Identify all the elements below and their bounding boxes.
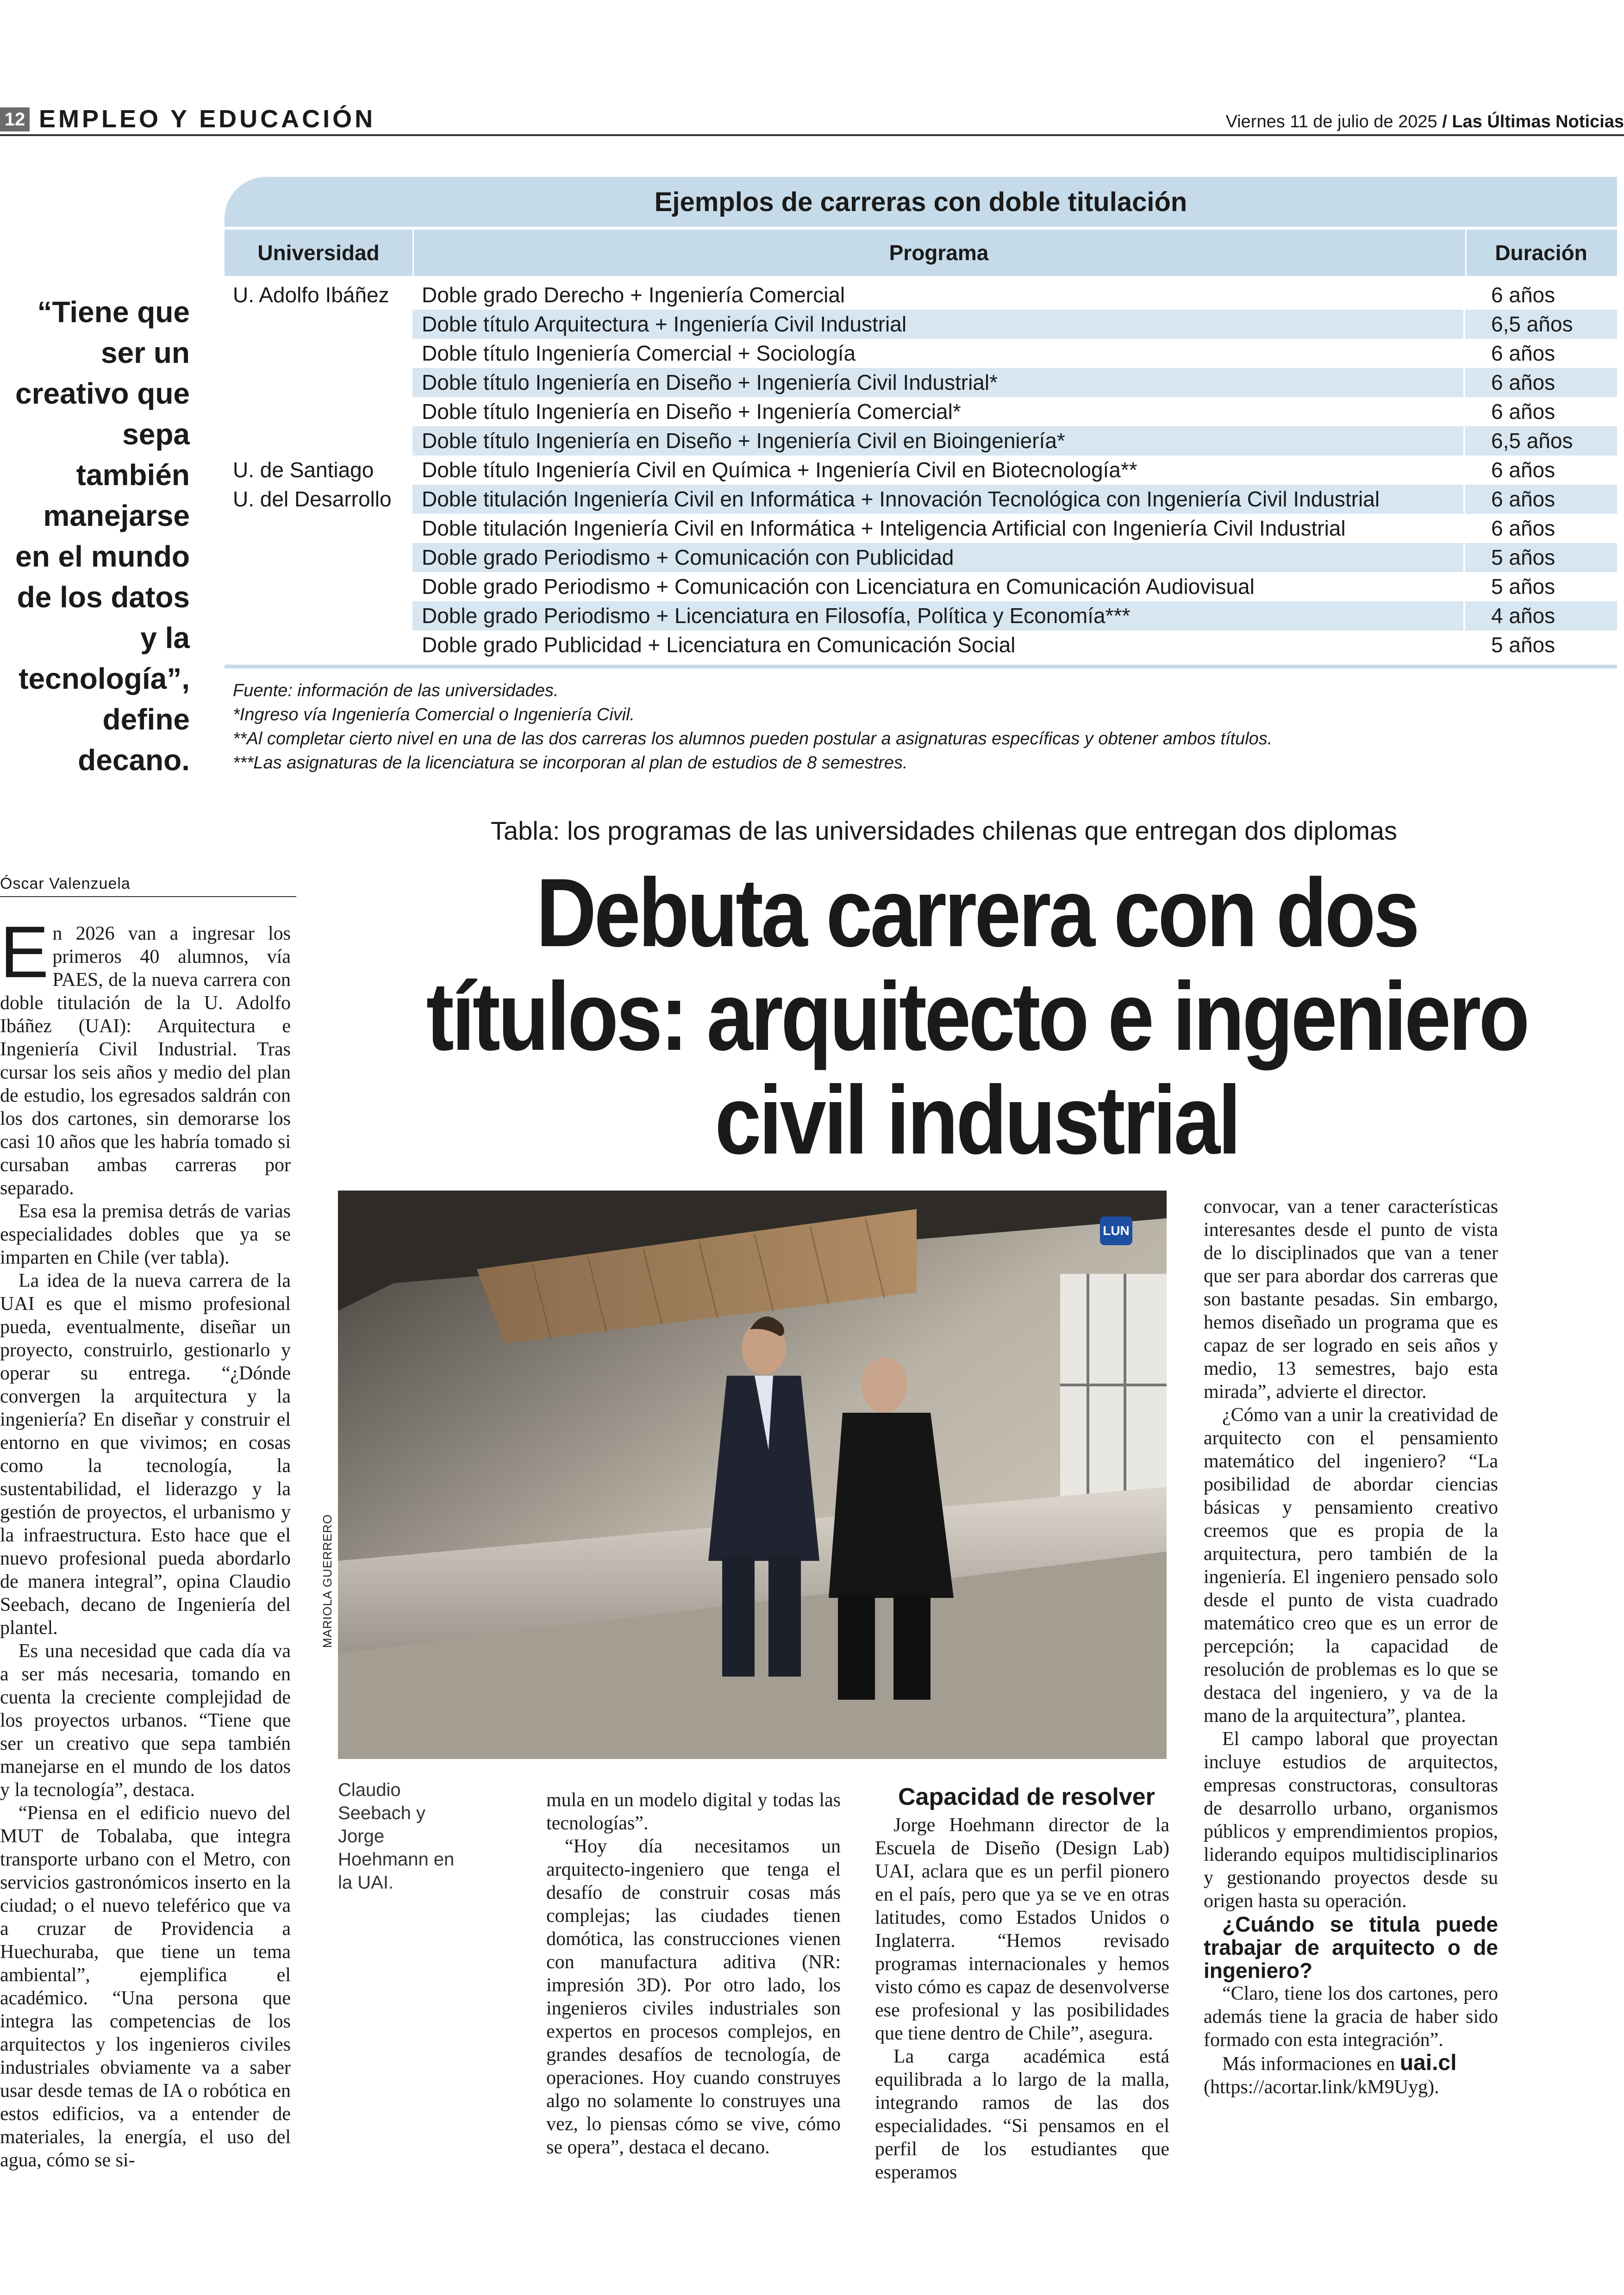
table-row (225, 601, 1617, 630)
table-row (225, 426, 1617, 455)
cell-duracion: 6,5 años (1465, 310, 1617, 339)
table-notes (233, 679, 1272, 775)
paragraph: En 2026 van a ingresar los primeros 40 alumnos, vía PAES, de la nueva carrera con doble titulación de la U. Adolfo Ibáñez (UAI): Arquitectura e Ingeniería Civil Industrial. Tras cursar los seis años y medio del plan de estudio, los egresados saldrán con los dos cartones, sin demorarse los casi 10 años que les habría tomado si cursaban ambas carreras por separado. (0, 911, 291, 1199)
cell-programa: Doble título Ingeniería en Diseño + Ingeniería Civil Industrial* (412, 368, 1463, 397)
cell-universidad: U. Adolfo Ibáñez (233, 283, 389, 307)
cell-programa: Doble grado Periodismo + Comunicación con Licenciatura en Comunicación Audiovisual (422, 574, 1255, 599)
table-row (225, 368, 1617, 397)
cell-programa: Doble título Ingeniería Comercial + Sociología (422, 341, 856, 365)
paragraph: “Claro, tiene los dos cartones, pero además tiene la gracia de haber sido formado con esta integración”. (1204, 1983, 1498, 2051)
short-link[interactable]: (https://acortar.link/kM9Uyg). (1204, 2077, 1439, 2098)
cell-programa: Doble grado Derecho + Ingeniería Comercial (422, 283, 845, 307)
cell-programa: Doble grado Publicidad + Licenciatura en Comunicación Social (422, 633, 1016, 657)
table-header-row (225, 230, 1617, 276)
table-note: **Al completar cierto nivel en una de las dos carreras los alumnos pueden postular a asignaturas específicas y obtener ambos títulos. (233, 729, 1273, 748)
cell-programa: Doble grado Periodismo + Comunicación con Publicidad (412, 543, 1463, 572)
table-title: Ejemplos de carreras con doble titulación (225, 177, 1617, 227)
table-note: Fuente: información de las universidades. (233, 681, 559, 700)
paragraph: convocar, van a tener características interesantes desde el punto de vista de lo disciplinados que van a tener que ser para abordar dos carreras que son bastante pesadas. Sin embargo, hemos diseñado un programa que es capaz de ser logrado en seis años y medio, 13 semestres, bajo esta mirada”, advierte el director. (1204, 1196, 1498, 1403)
cell-universidad: U. del Desarrollo (233, 487, 392, 511)
cell-universidad: U. de Santiago (233, 458, 374, 482)
table-row (225, 455, 1617, 485)
article-photo (338, 1191, 1167, 1759)
cell-duracion: 6 años (1465, 485, 1617, 514)
cell-duracion: 5 años (1491, 633, 1555, 657)
table-row (225, 514, 1617, 543)
cell-duracion: 6 años (1491, 399, 1555, 424)
table-row (225, 485, 1617, 514)
paragraph: La carga académica está equilibrada a lo largo de la malla, integrando ramos de las dos especialidades. “Si pensamos en el perfil de los estudiantes que esperamos (875, 2046, 1169, 2183)
cell-duracion: 6 años (1491, 283, 1555, 307)
lun-logo: LUN (1100, 1216, 1132, 1245)
paragraph: “Hoy día necesitamos un arquitecto-ingeniero que tenga el desafío de construir cosas más complejas; las ciudades tienen domótica, las construcciones vienen con manufactura aditiva (NR: impresión 3D). Por otro lado, los ingenieros civiles industriales son expertos en procesos complejos, en grandes desafíos de tecnología, de operaciones. Hoy cuando construyes algo no solamente lo construyes una vez, lo piensas cómo se vive, cómo se opera”, destaca el decano. (546, 1836, 841, 2158)
table-row (225, 397, 1617, 426)
article-column-4 (1204, 1195, 1498, 2099)
paragraph: ¿Cómo van a unir la creatividad de arquitecto con el pensamiento matemático del ingeniero? “La posibilidad de abordar ciencias básicas y pensamiento creativo creemos que es propia de la arquitectura, pero también de la ingeniería. El ingeniero pensado solo desde el punto de vista cuadrado matemático creo que es un error de percepción; la capacidad de resolución de problemas es lo que se destaca del ingeniero, y va de la mano de la arquitectura”, plantea. (1204, 1404, 1498, 1727)
table-bottom-rule (225, 665, 1617, 668)
table-row (225, 572, 1617, 601)
table-row (225, 281, 1617, 310)
article-column-2 (546, 1789, 841, 2159)
cell-programa: Doble grado Periodismo + Licenciatura en Filosofía, Política y Economía*** (412, 601, 1463, 630)
cell-duracion: 6 años (1491, 458, 1555, 482)
table-note: *Ingreso vía Ingeniería Comercial o Ingeniería Civil. (233, 705, 635, 724)
article-column-3 (875, 1814, 1169, 2184)
table-row (225, 339, 1617, 368)
paragraph: La idea de la nueva carrera de la UAI es que el mismo profesional pueda, eventualmente, diseñar un proyecto, construirlo, gestionarlo y operar su entrega. “¿Dónde convergen la arquitectura y la ingeniería? En diseñar y construir el entorno en que vivimos; en cosas como la tecnología, la sustentabilidad, el liderazgo y la gestión de proyectos, el urbanismo y la infraestructura. Esto hace que el nuevo profesional pueda abordarlo de manera integral”, opina Claudio Seebach, decano de Ingeniería del plantel. (0, 1270, 291, 1639)
dateline-separator: / (1442, 112, 1447, 131)
pull-quote: “Tiene que ser un creativo que sepa también manejarse en el mundo de los datos y la tecnología”, define decano. (15, 295, 190, 777)
cell-programa: Doble titulación Ingeniería Civil en Informática + Innovación Tecnológica con Ingeniería Civil Industrial (412, 485, 1463, 514)
issue-date: Viernes 11 de julio de 2025 (1225, 112, 1437, 131)
table-caption: Tabla: los programas de las universidades chilenas que entregan dos diplomas (491, 816, 1398, 845)
cell-duracion: 6,5 años (1465, 426, 1617, 455)
interview-question: ¿Cuándo se titula puede trabajar de arquitecto o de ingeniero? (1204, 1912, 1498, 1983)
paragraph: mula en un modelo digital y todas las tecnologías”. (546, 1790, 841, 1834)
more-info: Más informaciones en uai.cl (https://acortar.link/kM9Uyg). (1204, 2051, 1457, 2098)
table-body (225, 281, 1617, 660)
photo-credit: MARIOLA GUERRERO (320, 1514, 334, 1648)
cell-duracion: 5 años (1465, 543, 1617, 572)
subheading: Capacidad de resolver (898, 1784, 1155, 1810)
paragraph: Esa esa la premisa detrás de varias especialidades dobles que ya se imparten en Chile (ver tabla). (0, 1201, 291, 1268)
column-header-universidad: Universidad (257, 241, 380, 265)
cell-duracion: 5 años (1491, 574, 1555, 599)
table-row (225, 630, 1617, 660)
cell-programa: Doble título Arquitectura + Ingeniería Civil Industrial (412, 310, 1463, 339)
cell-programa: Doble título Ingeniería Civil en Química + Ingeniería Civil en Biotecnología** (422, 458, 1137, 482)
website-link[interactable]: uai.cl (1399, 2051, 1457, 2075)
cell-programa: Doble titulación Ingeniería Civil en Informática + Inteligencia Artificial con Ingeniería Civil Industrial (422, 516, 1346, 540)
table-row (225, 310, 1617, 339)
article-column-1 (0, 911, 291, 2172)
publication-name: Las Últimas Noticias (1452, 112, 1624, 131)
paragraph: Jorge Hoehmann director de la Escuela de Diseño (Design Lab) UAI, aclara que es un perfil pionero en el país, pero que ya se ve en otras latitudes, como Estados Unidos o Inglaterra. “Hemos revisado programas internacionales y hemos visto cómo es capaz de desenvolverse ese profesional y las posibilidades que tiene dentro de Chile”, asegura. (875, 1815, 1169, 2044)
table-row (225, 543, 1617, 572)
cell-duracion: 4 años (1465, 601, 1617, 630)
cell-programa: Doble título Ingeniería en Diseño + Ingeniería Civil en Bioingeniería* (412, 426, 1463, 455)
cell-programa: Doble título Ingeniería en Diseño + Ingeniería Comercial* (422, 399, 961, 424)
drop-cap: E (0, 911, 49, 993)
cell-duracion: 6 años (1491, 341, 1555, 365)
paragraph: “Piensa en el edificio nuevo del MUT de Tobalaba, que integra transporte urbano con el Metro, con servicios gastronómicos inserto en la ciudad; o el nuevo teleférico que va a cruzar de Providencia a Huechuraba, que tiene un tema ambiental”, ejemplifica el académico. “Una persona que integra las competencias de los arquitectos y los ingenieros civiles industriales obviamente va a saber usar desde temas de IA o robótica en estos edificios, va a entender de materiales, la energía, el uso del agua, cómo se si- (0, 1802, 291, 2171)
photo-caption: Claudio Seebach y Jorge Hoehmann en la UAI. (338, 1780, 455, 1893)
dateline (1226, 112, 1624, 132)
column-header-programa: Programa (889, 241, 989, 265)
paragraph: Es una necesidad que cada día va a ser más necesaria, tomando en cuenta la creciente complejidad de los proyectos urbanos. “Tiene que ser un creativo que sepa también manejarse en el mundo de los datos y la tecnología”, destaca. (0, 1640, 291, 1801)
page-number: 12 (0, 107, 30, 131)
table-note: ***Las asignaturas de la licenciatura se incorporan al plan de estudios de 8 semestres. (233, 753, 908, 773)
byline-rule (0, 896, 296, 897)
header-rule (0, 134, 1624, 136)
headline: Debuta carrera con dos títulos: arquitecto e ingeniero civil industrial (426, 858, 1528, 1174)
column-header-duracion: Duración (1495, 241, 1587, 265)
byline: Óscar Valenzuela (0, 875, 131, 892)
cell-duracion: 6 años (1491, 516, 1555, 540)
paragraph: El campo laboral que proyectan incluye estudios de arquitectos, empresas constructoras, consultoras de desarrollo urbano, organismos públicos y emprendimientos propios, liderando equipos multidisciplinarios y gestionando proyectos desde su origen hasta su operación. (1204, 1728, 1498, 1912)
section-title: EMPLEO Y EDUCACIÓN (39, 105, 376, 133)
cell-duracion: 6 años (1465, 368, 1617, 397)
